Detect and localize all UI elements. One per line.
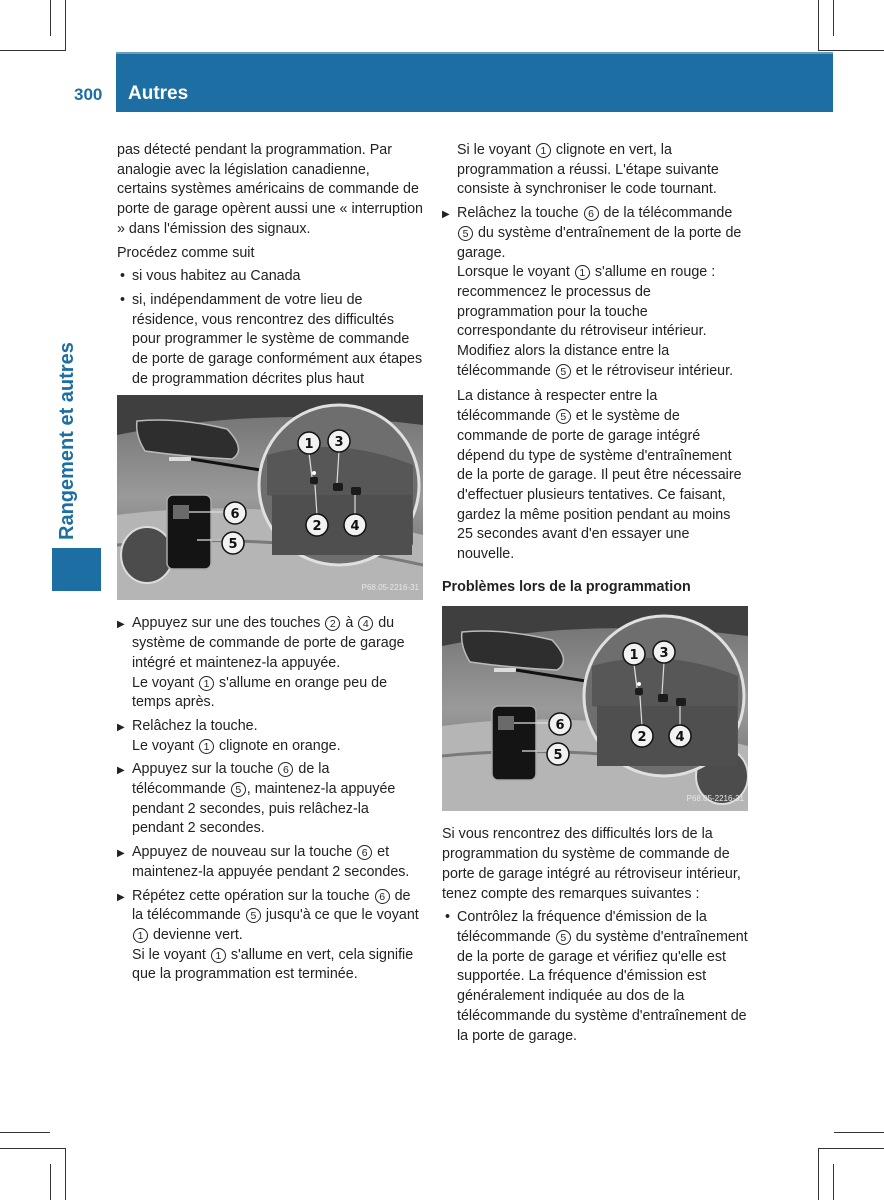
ref-number: 5 xyxy=(556,409,571,424)
mirror-illustration xyxy=(117,395,423,600)
callout-5: 5 xyxy=(553,748,563,764)
side-tab xyxy=(52,548,101,591)
crop-mark xyxy=(65,1148,66,1200)
callout-3: 3 xyxy=(659,646,669,662)
side-section-label: Rangement et autres xyxy=(56,342,78,540)
callout-5: 5 xyxy=(228,537,238,553)
step-item: ▶ Appuyez sur la touche 6 de la télécommande 5 , maintenez-la appuyée pendant 2 secondes, puis relâchez-la pendant 2 secondes. xyxy=(117,760,423,839)
callout-3: 3 xyxy=(334,435,344,451)
crop-mark xyxy=(818,1148,819,1200)
ref-number: 5 xyxy=(246,908,261,923)
page-number: 300 xyxy=(74,85,103,104)
crop-mark xyxy=(0,1148,66,1149)
section-title: Autres xyxy=(128,83,189,104)
ref-number: 6 xyxy=(584,206,599,221)
figure-code: P68.05-2216-31 xyxy=(361,582,419,592)
crop-mark xyxy=(833,1164,834,1200)
callout-6: 6 xyxy=(230,507,240,523)
ref-number: 1 xyxy=(199,739,214,754)
ref-number: 6 xyxy=(357,845,372,860)
paragraph: pas détecté pendant la programmation. Par analogie avec la législation canadienne, certains systèmes américains de commande de porte de garage opèrent aussi une « interruption » dans l'émission des signaux. xyxy=(117,142,424,237)
crop-mark xyxy=(818,0,819,50)
crop-mark xyxy=(833,0,834,36)
paragraph: Si le voyant 1 clignote en vert, la programmation a réussi. L'étape suivante consiste à synchroniser le code tournant. xyxy=(457,142,719,198)
ref-number: 1 xyxy=(211,948,226,963)
left-column xyxy=(117,141,423,985)
ref-number: 5 xyxy=(556,364,571,379)
step-item: ▶ Répétez cette opération sur la touche 6 de la télécommande 5 jusqu'à ce que le voyant 1 devienne vert. Si le voyant 1 s'allume en vert, cela signifie que la programmation est terminée. xyxy=(117,887,423,986)
paragraph: Si vous rencontrez des difficultés lors de la programmation du système de commande de porte de garage intégré au rétroviseur intérieur, tenez compte des remarques suivantes : xyxy=(442,826,741,902)
crop-mark xyxy=(818,1148,884,1149)
bullet-item: • Contrôlez la fréquence d'émission de la télécommande 5 du système d'entraînement de la porte de garage et vérifiez qu'elle est supportée. La fréquence d'émission est généralement indiquée au dos de la télécommande du système d'entraînement de la porte de garage. xyxy=(442,908,749,1046)
ref-number: 6 xyxy=(278,762,293,777)
crop-mark xyxy=(818,50,884,51)
mirror-illustration xyxy=(442,606,748,811)
step-item: ▶ Relâchez la touche 6 de la télécommande 5 du système d'entraînement de la porte de garage. Lorsque le voyant 1 s'allume en rouge : recommencez le processus de programmation pour la touche correspondante du rétroviseur intérieur. Modifiez alors la distance entre la télécommande 5 et le rétroviseur intérieur. xyxy=(442,204,749,381)
callout-1: 1 xyxy=(629,648,639,664)
right-column xyxy=(442,141,749,1046)
callout-4: 4 xyxy=(350,519,360,535)
ref-number: 5 xyxy=(458,226,473,241)
mirror-figure xyxy=(442,606,748,811)
callout-6: 6 xyxy=(555,718,565,734)
step-item: ▶ Appuyez sur une des touches 2 à 4 du système de commande de porte de garage intégré et maintenez-la appuyée. Le voyant 1 s'allume en orange peu de temps après. xyxy=(117,614,423,713)
ref-number: 1 xyxy=(536,143,551,158)
subheading: Problèmes lors de la programmation xyxy=(442,578,691,595)
step-item: ▶ Relâchez la touche. Le voyant 1 clignote en orange. xyxy=(117,717,423,756)
crop-mark xyxy=(50,1164,51,1200)
callout-2: 2 xyxy=(637,730,647,746)
ref-number: 1 xyxy=(199,676,214,691)
crop-mark xyxy=(0,50,66,51)
ref-number: 2 xyxy=(325,616,340,631)
crop-mark xyxy=(0,1132,50,1133)
crop-mark xyxy=(65,0,66,50)
ref-number: 5 xyxy=(231,782,246,797)
ref-number: 1 xyxy=(133,928,148,943)
step-item: ▶ Appuyez de nouveau sur la touche 6 et maintenez-la appuyée pendant 2 secondes. xyxy=(117,843,423,882)
callout-2: 2 xyxy=(312,519,322,535)
crop-mark xyxy=(50,0,51,36)
header-bar xyxy=(116,52,833,112)
callout-4: 4 xyxy=(675,730,685,746)
ref-number: 5 xyxy=(556,930,571,945)
bullet-item: • si vous habitez au Canada xyxy=(117,267,423,287)
ref-number: 4 xyxy=(358,616,373,631)
mirror-figure xyxy=(117,395,423,600)
paragraph: Procédez comme suit xyxy=(117,244,255,261)
ref-number: 6 xyxy=(375,889,390,904)
crop-mark xyxy=(834,1132,884,1133)
bullet-item: • si, indépendamment de votre lieu de résidence, vous rencontrez des difficultés pour programmer le système de commande de porte de garage conformément aux étapes de programmation décrites plus haut xyxy=(117,291,423,390)
callout-1: 1 xyxy=(304,437,314,453)
ref-number: 1 xyxy=(575,265,590,280)
figure-code: P68.05-2216-31 xyxy=(686,793,744,803)
paragraph: La distance à respecter entre la télécommande 5 et le système de commande de porte de garage intégré dépend du type de système d'entraînement de la porte de garage. Il peut être nécessaire d'effectuer plusieurs tentatives. Ce faisant, gardez la même position pendant au moins 25 secondes avant d'en essayer une nouvelle. xyxy=(457,388,742,563)
